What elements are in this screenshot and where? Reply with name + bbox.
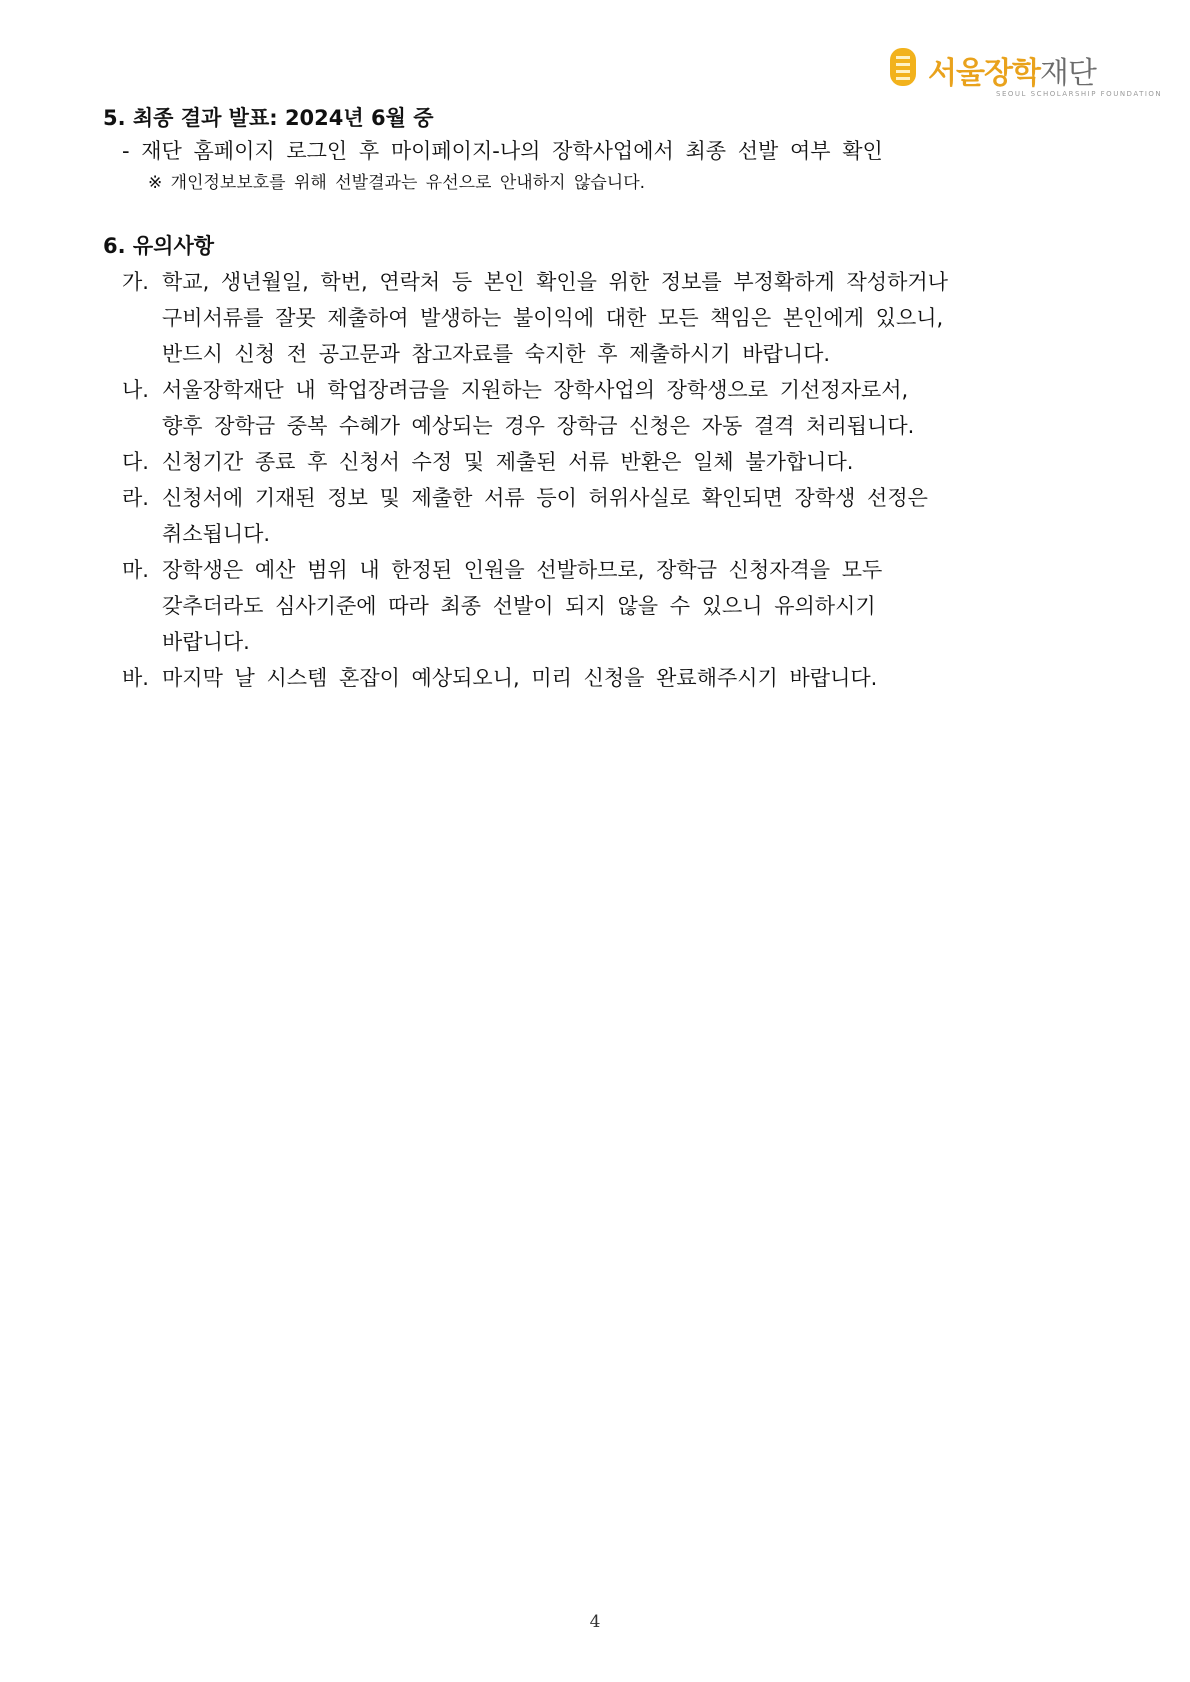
list-item-text: 신청기간 종료 후 신청서 수정 및 제출된 서류 반환은 일체 불가합니다.	[162, 450, 854, 474]
section-5-bullet: - 재단 홈페이지 로그인 후 마이페이지-나의 장학사업에서 최종 선발 여부 확인	[122, 139, 883, 163]
list-item-marker: 나.	[122, 378, 149, 402]
list-item	[122, 376, 908, 404]
list-item-continuation: 향후 장학금 중복 수혜가 예상되는 경우 장학금 신청은 자동 결격 처리됩니다.	[162, 414, 915, 438]
logo-wordmark: 서울장학재단	[928, 56, 1096, 91]
list-item-marker: 다.	[122, 450, 149, 474]
list-item-continuation: 구비서류를 잘못 제출하여 발생하는 불이익에 대한 모든 책임은 본인에게 있으니,	[162, 306, 944, 330]
page-number: 4	[589, 1612, 601, 1632]
list-item	[122, 556, 882, 584]
list-item-marker: 마.	[122, 558, 149, 582]
list-item-text: 장학생은 예산 범위 내 한정된 인원을 선발하므로, 장학금 신청자격을 모두	[162, 558, 883, 582]
list-item-text: 신청서에 기재된 정보 및 제출한 서류 등이 허위사실로 확인되면 장학생 선정은	[162, 486, 928, 510]
section-5-note: ※ 개인정보보호를 위해 선발결과는 유선으로 안내하지 않습니다.	[148, 173, 646, 193]
section-6-heading: 6. 유의사항	[103, 234, 215, 258]
list-item	[122, 268, 948, 296]
list-item-continuation: 반드시 신청 전 공고문과 참고자료를 숙지한 후 제출하시기 바랍니다.	[162, 342, 831, 366]
list-item	[122, 664, 877, 692]
list-item-continuation: 취소됩니다.	[162, 522, 271, 546]
list-item-marker: 바.	[122, 666, 149, 690]
list-item-marker: 가.	[122, 270, 149, 294]
list-item	[122, 448, 853, 476]
foundation-logo	[888, 46, 1163, 102]
list-item-text: 마지막 날 시스템 혼잡이 예상되오니, 미리 신청을 완료해주시기 바랍니다.	[162, 666, 878, 690]
list-item-marker: 라.	[122, 486, 149, 510]
logo-english-text: SEOUL SCHOLARSHIP FOUNDATION	[996, 90, 1163, 98]
list-item-text: 학교, 생년월일, 학번, 연락처 등 본인 확인을 위한 정보를 부정확하게 작성하거나	[162, 270, 948, 294]
logo-emblem-icon	[888, 46, 924, 90]
list-item-continuation: 바랍니다.	[162, 630, 250, 654]
section-5-heading: 5. 최종 결과 발표: 2024년 6월 중	[103, 106, 434, 130]
list-item-text: 서울장학재단 내 학업장려금을 지원하는 장학사업의 장학생으로 기선정자로서,	[162, 378, 909, 402]
list-item-continuation: 갖추더라도 심사기준에 따라 최종 선발이 되지 않을 수 있으니 유의하시기	[162, 594, 876, 618]
list-item	[122, 484, 928, 512]
